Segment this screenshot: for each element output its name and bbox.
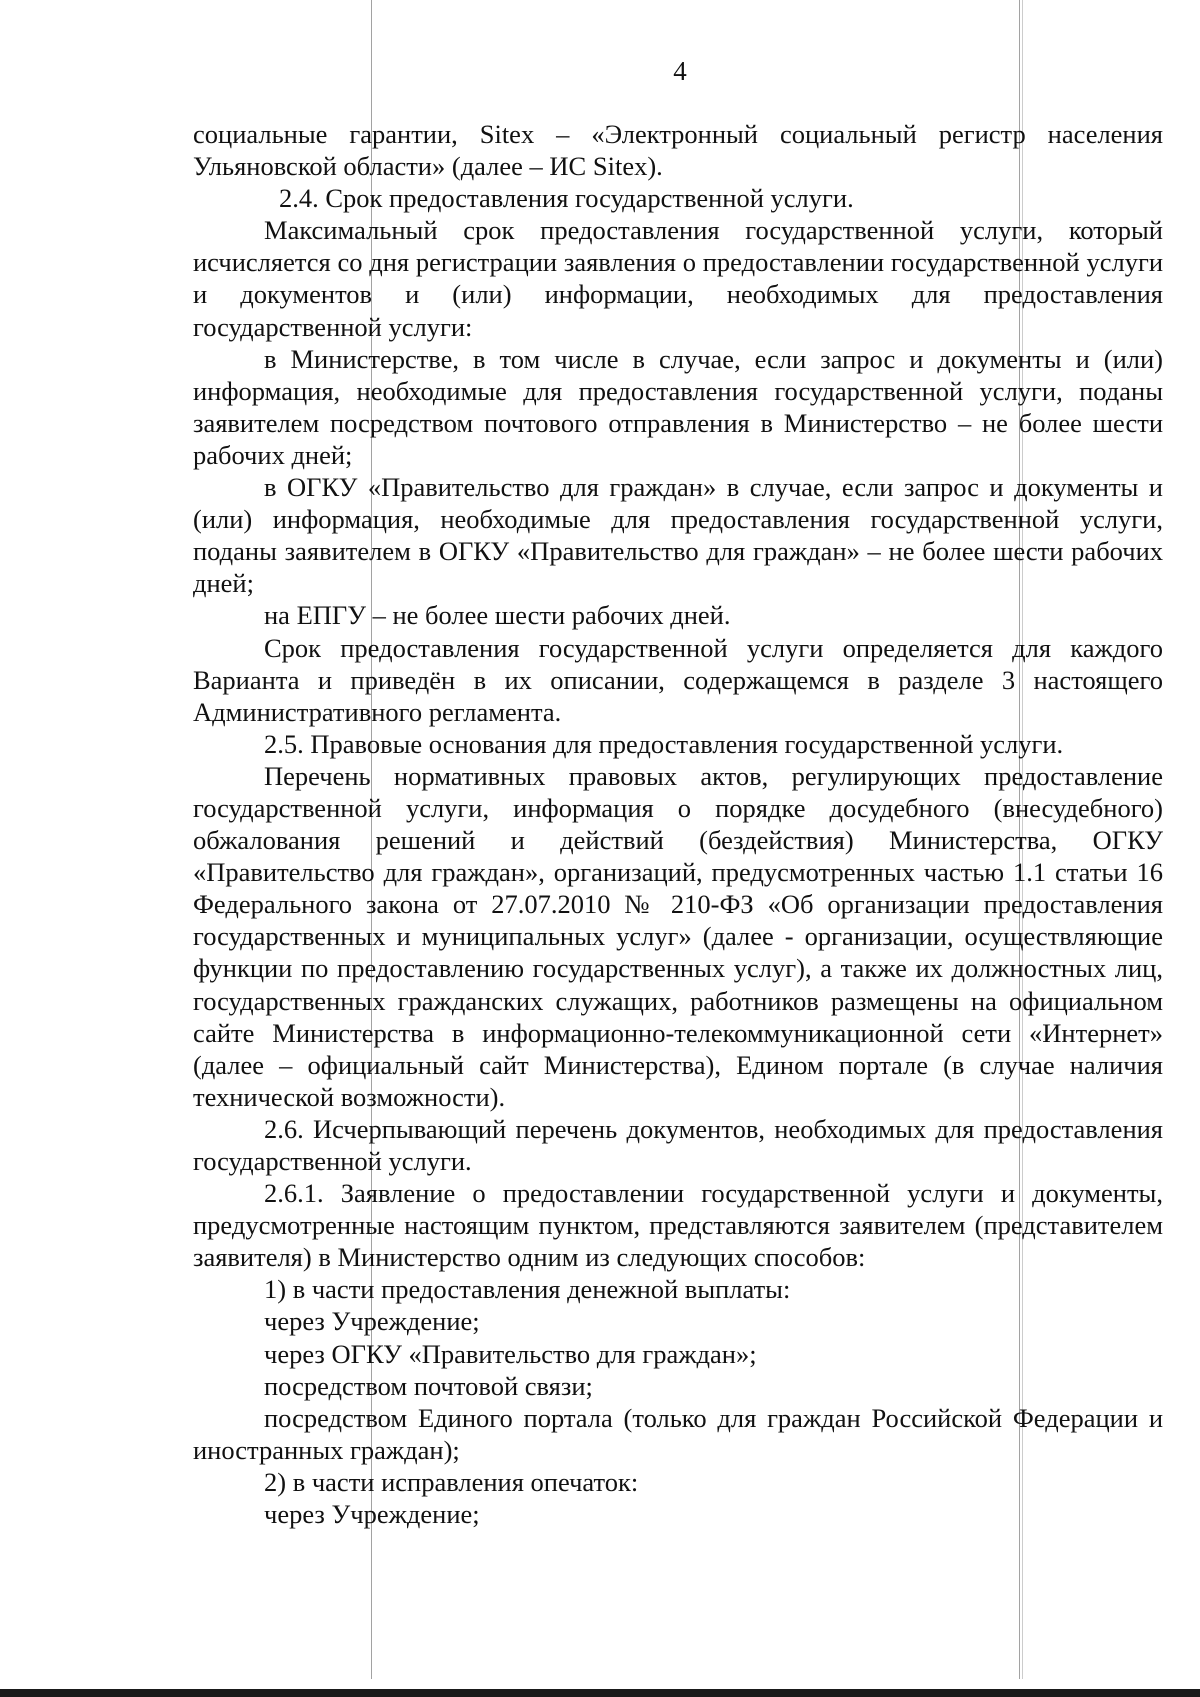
list-item: 2) в части исправления опечаток:: [264, 1466, 639, 1497]
section-heading: 2.5. Правовые основания для предоставления государственной услуги.: [264, 728, 1064, 759]
list-item: 1) в части предоставления денежной выплаты:: [264, 1274, 791, 1305]
document-body: [193, 118, 1163, 1530]
paragraph: Срок предоставления государственной услуги определяется для каждого Варианта и приведён в их описании, содержащемся в разделе 3 настоящего Административного регламента.: [193, 632, 1163, 727]
paragraph: в Министерстве, в том числе в случае, если запрос и документы и (или) информация, необходимые для предоставления государственной услуги, поданы заявителем посредством почтового отправления в Министерство – не более шести рабочих дней;: [193, 343, 1163, 470]
scan-bottom-edge: [0, 1689, 1200, 1697]
list-item: посредством почтовой связи;: [264, 1370, 593, 1401]
list-item: через Учреждение;: [264, 1499, 480, 1530]
section-heading: 2.4. Срок предоставления государственной услуги.: [279, 183, 854, 214]
paragraph: Максимальный срок предоставления государственной услуги, который исчисляется со дня регистрации заявления о предоставлении государственной услуги и документов и (или) информации, необходимых для предоставления государственной услуги:: [193, 215, 1163, 342]
list-item: через Учреждение;: [264, 1306, 480, 1337]
paragraph: социальные гарантии, Sitex – «Электронный социальный регистр населения Ульяновской области» (далее – ИС Sitex).: [193, 119, 1163, 182]
paragraph: 2.6.1. Заявление о предоставлении государственной услуги и документы, предусмотренные настоящим пунктом, представляются заявителем (представителем заявителя) в Министерство одним из следующих способов:: [193, 1178, 1163, 1273]
page-number: 4: [673, 56, 687, 86]
list-item: через ОГКУ «Правительство для граждан»;: [264, 1338, 757, 1369]
paragraph: в ОГКУ «Правительство для граждан» в случае, если запрос и документы и (или) информация, необходимые для предоставления государственной услуги, поданы заявителем в ОГКУ «Правительство для граждан» – не более шести рабочих дней;: [193, 472, 1163, 599]
section-heading: 2.6. Исчерпывающий перечень документов, необходимых для предоставления государственной услуги.: [193, 1113, 1163, 1176]
paragraph: на ЕПГУ – не более шести рабочих дней.: [264, 600, 731, 631]
list-item: посредством Единого портала (только для граждан Российской Федерации и иностранных граждан);: [193, 1402, 1163, 1465]
paragraph: Перечень нормативных правовых актов, регулирующих предоставление государственной услуги, информация о порядке досудебного (внесудебного) обжалования решений и действий (бездействия) Министерства, ОГКУ «Правительство для граждан», организаций, предусмотренных частью 1.1 статьи 16 Федерального закона от 27.07.2010 № 210-ФЗ «Об организации предоставления государственных и муниципальных услуг» (далее - организации, осуществляющие функции по предоставлению государственных услуг), а также их должностных лиц, государственных гражданских служащих, работников размещены на официальном сайте Министерства в информационно-телекоммуникационной сети «Интернет» (далее – официальный сайт Министерства), Едином портале (в случае наличия технической возможности).: [193, 760, 1163, 1112]
